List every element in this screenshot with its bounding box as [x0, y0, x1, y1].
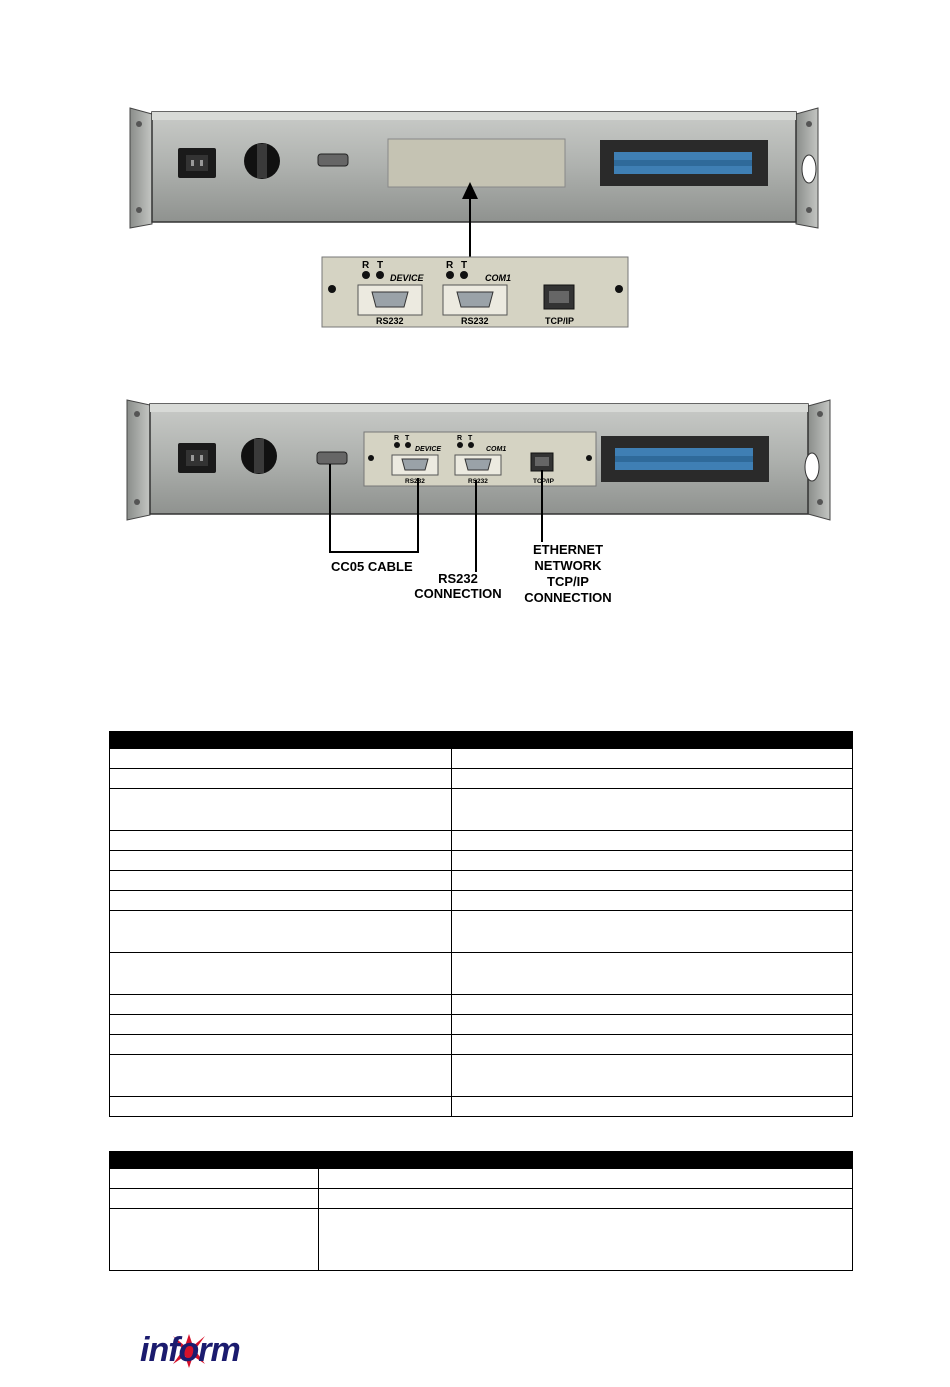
com1-port-label: COM1 — [485, 273, 512, 283]
rs232-device-label: RS232 — [405, 478, 425, 485]
table-cell-value — [452, 1097, 853, 1117]
specification-table-2 — [109, 1151, 853, 1271]
terminal-block-icon — [601, 436, 769, 482]
table-cell-label — [110, 953, 452, 995]
inform-logo-text: inform — [140, 1331, 240, 1369]
interface-module-card — [322, 257, 628, 327]
rs232-device-port-icon — [392, 455, 438, 475]
table-cell-value — [452, 871, 853, 891]
ethernet-port-icon — [544, 285, 574, 309]
rs232-com1-label: RS232 — [461, 316, 489, 326]
table-row — [110, 769, 853, 789]
table-cell-label — [110, 1015, 452, 1035]
table-cell-label — [110, 911, 452, 953]
ethernet-label-2: NETWORK — [534, 558, 602, 573]
power-inlet-icon — [178, 443, 216, 473]
led-r-label: R — [362, 260, 370, 271]
tcpip-label: TCP/IP — [545, 316, 575, 326]
power-switch-icon — [241, 438, 277, 474]
table-row — [110, 1055, 853, 1097]
table-cell-label — [110, 1169, 319, 1189]
table-row — [110, 851, 853, 871]
table-cell-value — [452, 769, 853, 789]
table-row — [110, 749, 853, 769]
table-cell-label — [110, 1055, 452, 1097]
table-cell-value — [452, 851, 853, 871]
table-header-row — [110, 1152, 853, 1169]
rack-unit-top — [130, 108, 818, 228]
table-row — [110, 871, 853, 891]
table-cell-value — [452, 953, 853, 995]
device-port-label: DEVICE — [415, 446, 442, 453]
table-cell-value — [452, 749, 853, 769]
com1-port-label: COM1 — [486, 446, 507, 453]
rs232-com1-port-icon — [443, 285, 507, 315]
rs232-device-port-icon — [358, 285, 422, 315]
table-cell-value — [452, 1055, 853, 1097]
table-cell-label — [110, 831, 452, 851]
table-cell-label — [110, 1189, 319, 1209]
table-cell-value — [452, 789, 853, 831]
table-cell-value — [452, 911, 853, 953]
rack-unit-bottom — [127, 400, 830, 520]
table-cell-value — [452, 1035, 853, 1055]
table-header-cell — [110, 1152, 853, 1169]
table-header-row — [110, 732, 853, 749]
table-row — [110, 1097, 853, 1117]
rs232-com1-label: RS232 — [468, 478, 488, 485]
table-row — [110, 891, 853, 911]
installed-module-card — [364, 432, 596, 486]
table-row — [110, 1209, 853, 1271]
table-row — [110, 995, 853, 1015]
rs232-connection-label-1: RS232 — [438, 571, 478, 586]
power-switch-icon — [244, 143, 280, 179]
led-t-label: T — [377, 260, 384, 271]
table-cell-label — [110, 851, 452, 871]
rs232-connection-label-2: CONNECTION — [414, 586, 502, 601]
db9-port-icon — [318, 154, 348, 166]
table-row — [110, 953, 853, 995]
table-row — [110, 1015, 853, 1035]
led-t-label: T — [461, 260, 468, 271]
table-cell-label — [110, 995, 452, 1015]
ethernet-label-4: CONNECTION — [524, 590, 612, 605]
power-inlet-icon — [178, 148, 216, 178]
led-r-label: R — [457, 435, 463, 442]
specification-table-1 — [109, 731, 853, 1117]
table-cell-label — [110, 891, 452, 911]
table-cell-value — [452, 995, 853, 1015]
table-row — [110, 789, 853, 831]
table-cell-label — [110, 789, 452, 831]
table-row — [110, 831, 853, 851]
table-cell-label — [110, 1035, 452, 1055]
table-cell-label — [110, 769, 452, 789]
empty-module-slot — [388, 139, 565, 187]
table-cell-value — [452, 831, 853, 851]
table-row — [110, 911, 853, 953]
table-cell-value — [452, 891, 853, 911]
table-cell-value — [319, 1169, 853, 1189]
ethernet-label-1: ETHERNET — [532, 542, 604, 557]
led-r-label: R — [394, 435, 400, 442]
ethernet-label-3: TCP/IP — [547, 574, 589, 589]
led-r-label: R — [446, 260, 454, 271]
led-t-label: T — [405, 435, 410, 442]
tcpip-label: TCP/IP — [533, 478, 554, 485]
db9-port-icon — [317, 452, 347, 464]
led-t-label: T — [468, 435, 473, 442]
table-header-cell — [110, 732, 853, 749]
table-cell-value — [452, 1015, 853, 1035]
device-port-label: DEVICE — [390, 273, 424, 283]
cc05-cable-label: CC05 CABLE — [331, 559, 413, 574]
ethernet-port-icon — [531, 453, 553, 471]
rs232-device-label: RS232 — [376, 316, 404, 326]
table-cell-value — [319, 1189, 853, 1209]
table-row — [110, 1035, 853, 1055]
table-cell-label — [110, 1209, 319, 1271]
rs232-com1-port-icon — [455, 455, 501, 475]
table-row — [110, 1189, 853, 1209]
table-row — [110, 1169, 853, 1189]
table-cell-label — [110, 749, 452, 769]
table-cell-value — [319, 1209, 853, 1271]
table-cell-label — [110, 871, 452, 891]
terminal-block-icon — [600, 140, 768, 186]
table-cell-label — [110, 1097, 452, 1117]
